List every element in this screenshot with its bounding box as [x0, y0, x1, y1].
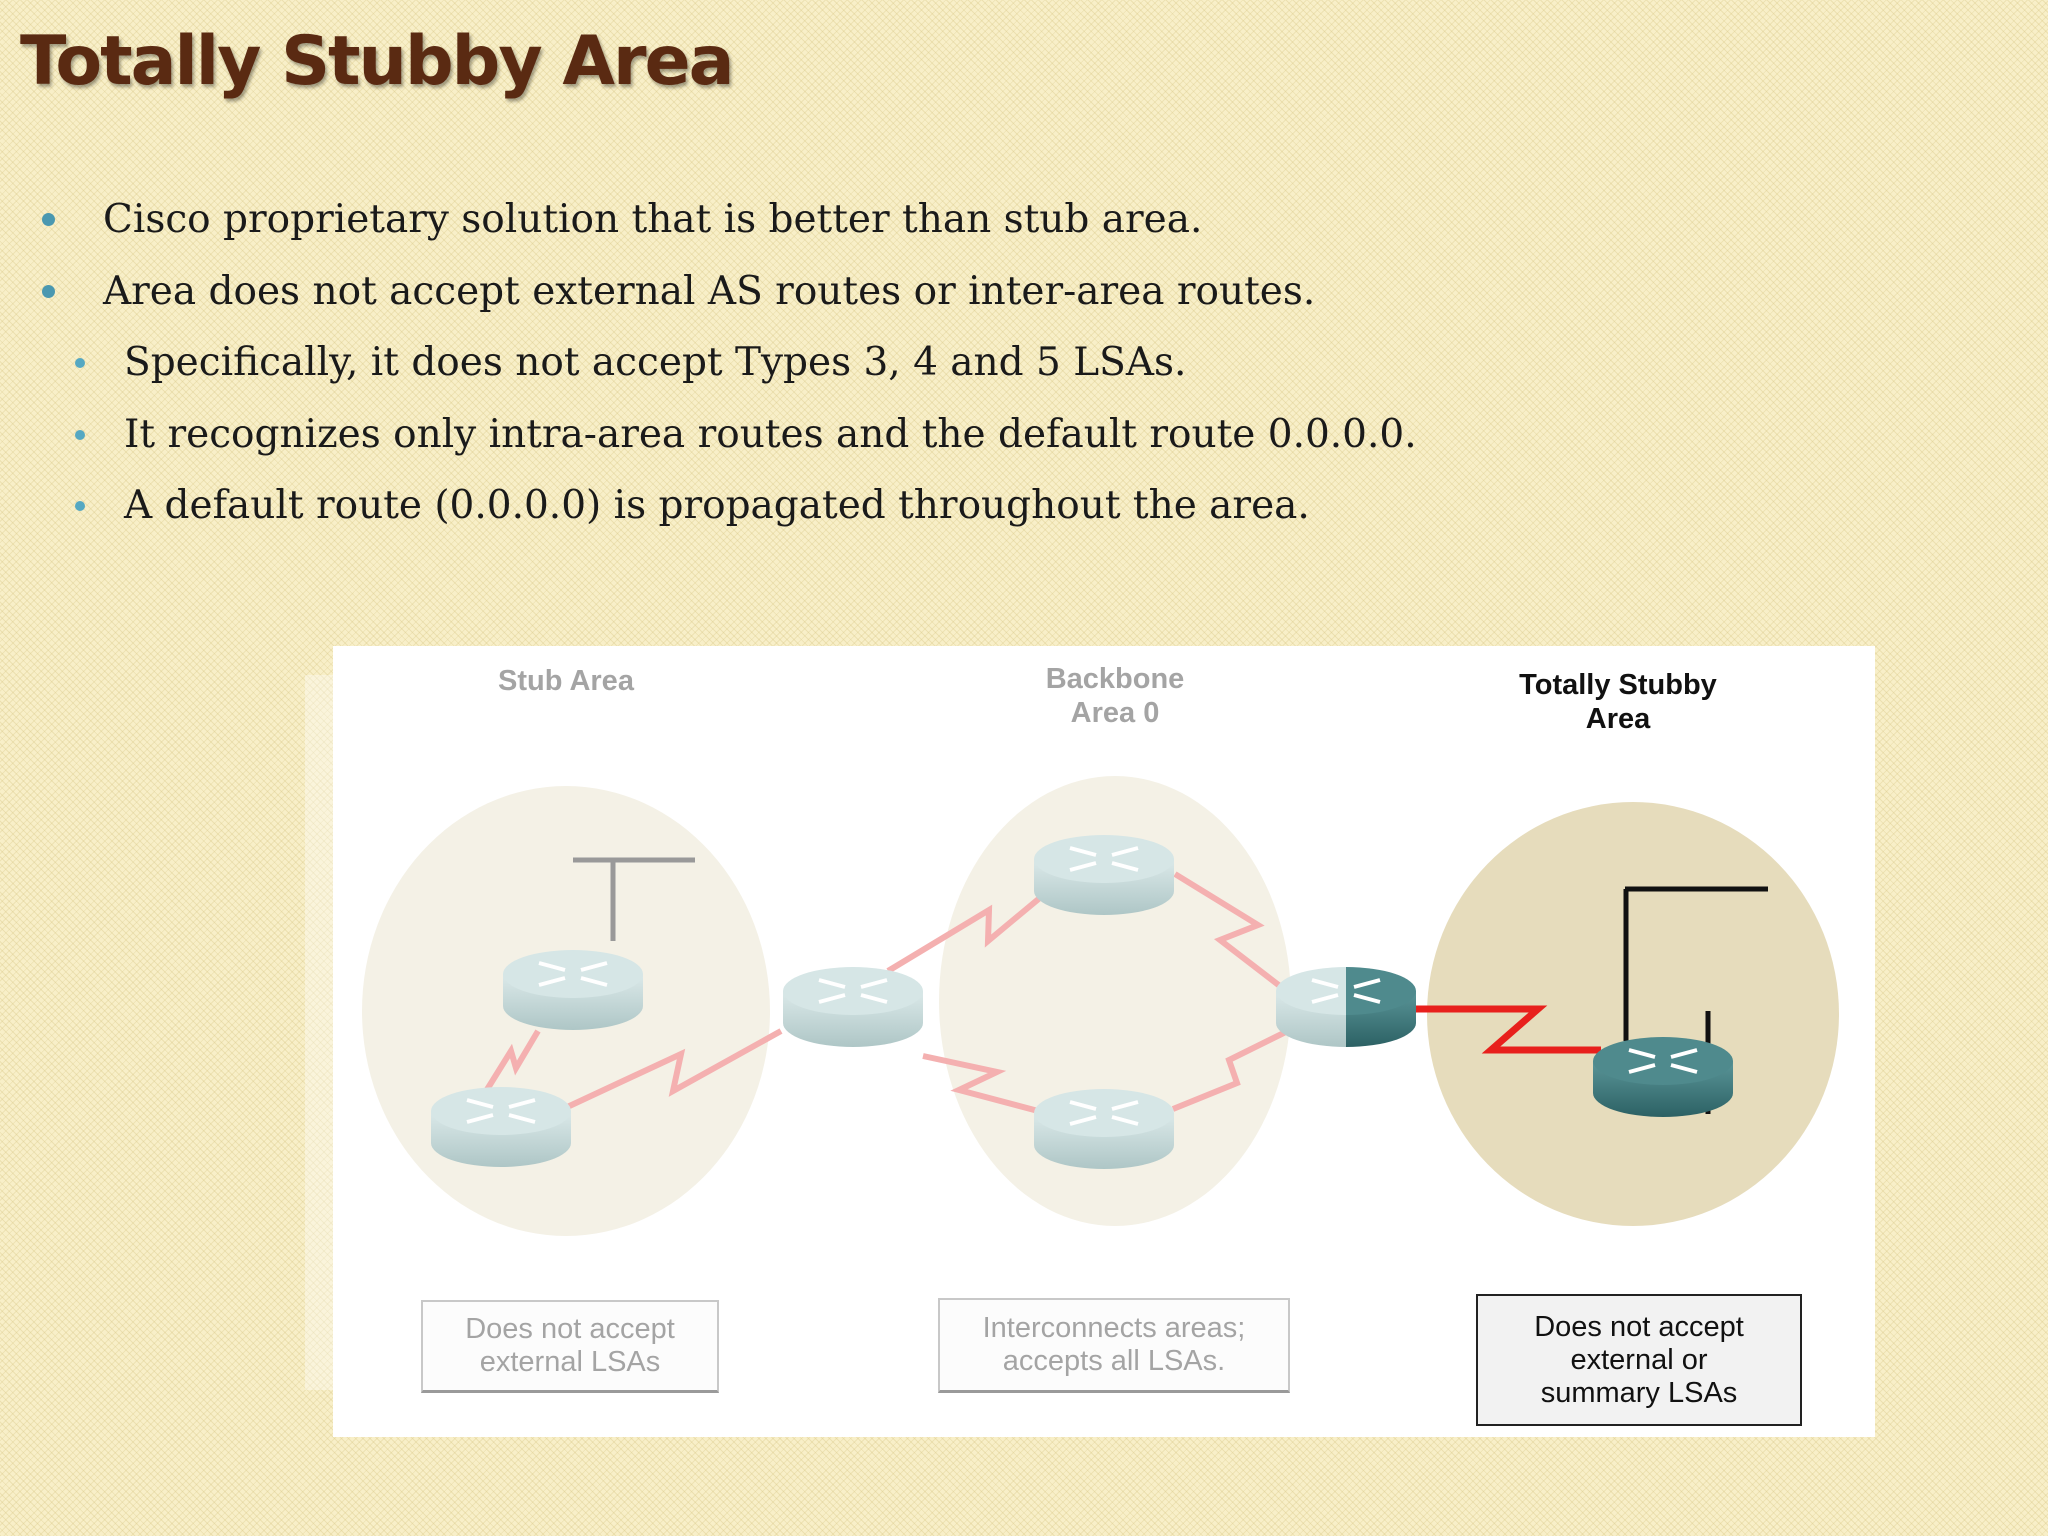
router-icon: [503, 950, 643, 1030]
diagram-shadow: [305, 675, 335, 1390]
sub-bullet-item: [0, 405, 1700, 477]
bullet-text: Cisco proprietary solution that is better than stub area.: [103, 197, 1203, 242]
bullet-dot-icon: [75, 501, 85, 511]
sub-bullet-item: [0, 333, 1700, 405]
backbone-area-label: Backbone Area 0: [1045, 663, 1185, 729]
stub-area-label: Stub Area: [498, 665, 634, 697]
bullet-dot-icon: [75, 358, 85, 368]
bullet-item: [0, 190, 1700, 262]
totally-stubby-area-description: Does not accept external or summary LSAs: [1476, 1294, 1802, 1426]
router-icon: [1593, 1037, 1733, 1117]
bullet-text: Area does not accept external AS routes or inter-area routes.: [103, 268, 1316, 314]
bullet-list: [0, 190, 1700, 548]
bullet-dot-icon: [75, 430, 85, 440]
totally-stubby-area-bubble: [1427, 802, 1839, 1226]
stub-area-description: Does not accept external LSAs: [421, 1300, 719, 1393]
router-icon: [1034, 1089, 1174, 1169]
ospf-area-diagram: [333, 646, 1875, 1437]
bullet-dot-icon: [42, 213, 55, 226]
bullet-dot-icon: [42, 285, 55, 298]
router-icon: [1034, 835, 1174, 915]
totally-stubby-area-label: Totally Stubby Area: [1519, 669, 1717, 735]
bullet-item: [0, 262, 1700, 334]
area-border-router-icon: [1276, 967, 1416, 1047]
bullet-text: A default route (0.0.0.0) is propagated throughout the area.: [124, 483, 1310, 528]
backbone-area-description: Interconnects areas; accepts all LSAs.: [938, 1298, 1290, 1393]
sub-bullet-item: [0, 476, 1700, 548]
router-icon: [431, 1087, 571, 1167]
router-icon: [783, 967, 923, 1047]
bullet-text: Specifically, it does not accept Types 3, 4 and 5 LSAs.: [124, 340, 1187, 385]
bullet-text: It recognizes only intra-area routes and the default route 0.0.0.0.: [124, 411, 1417, 457]
slide-title: Totally Stubby Area: [20, 22, 733, 101]
